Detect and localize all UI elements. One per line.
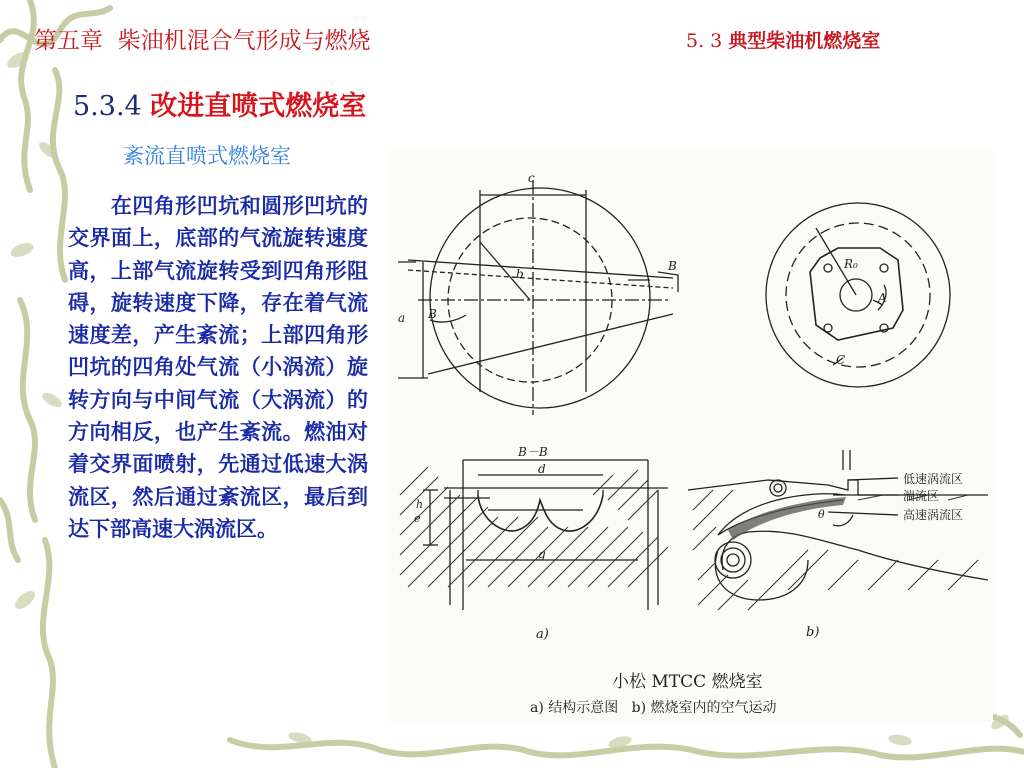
label-C: C: [836, 353, 846, 367]
label-b: b: [516, 267, 524, 281]
label-A: A: [878, 291, 887, 305]
chapter-header: 第五章 柴油机混合气形成与燃烧: [34, 28, 371, 54]
turbulence-band: [728, 497, 846, 540]
label-B-left: B: [428, 307, 437, 321]
section-header-title: 典型柴油机燃烧室: [728, 30, 881, 52]
label-h: h: [416, 498, 424, 511]
label-g: g: [538, 547, 546, 561]
label-R0: R₀: [844, 257, 858, 271]
piston-outer-circle: [430, 188, 650, 408]
label-turbulence: 湍流区: [903, 489, 940, 503]
slide-title: [73, 84, 366, 123]
figure-drawing: [388, 150, 993, 722]
label-low-vortex: 低速涡流区: [903, 472, 964, 486]
label-sub-a: a): [536, 627, 549, 642]
slide-subtitle: 紊流直喷式燃烧室: [123, 144, 291, 168]
label-a: a: [398, 311, 406, 325]
label-theta: θ: [818, 508, 825, 521]
body-paragraph: 在四角形凹坑和圆形凹坑的交界面上，底部的气流旋转速度高，上部气流旋转受到四角形阻碍，旋转速度下降，存在着气流速度差，产生紊流；上部四角形凹坑的四角处气流（小涡流）旋转方向与中间气流（大涡流）的方向相反，也产生紊流。燃油对着交界面喷射，先通过低速大涡流区，然后通过紊流区，最后到达下部高速大涡流区。: [68, 193, 368, 541]
label-sub-b: b): [806, 625, 820, 640]
slide-title-text: 改进直喷式燃烧室: [150, 91, 367, 122]
label-d: d: [538, 462, 546, 476]
hatching: [400, 467, 668, 587]
bowl-cross-section: [478, 495, 603, 531]
figure-subcaption: a) 结构示意图 b) 燃烧室内的空气运动: [530, 700, 777, 716]
label-B-top: B: [668, 259, 677, 273]
label-e: e: [414, 512, 421, 525]
bowl-outer-circle: [766, 203, 950, 387]
label-section-BB: B－B: [518, 445, 548, 459]
label-c: c: [528, 171, 535, 185]
figure-caption: 小松 MTCC 燃烧室: [612, 672, 763, 692]
section-header: [686, 26, 880, 53]
combustion-chamber-figure: [388, 150, 993, 722]
slide-title-number: 5.3.4: [73, 91, 151, 122]
label-high-vortex: 高速涡流区: [903, 508, 964, 522]
section-number: 5. 3: [686, 30, 729, 52]
